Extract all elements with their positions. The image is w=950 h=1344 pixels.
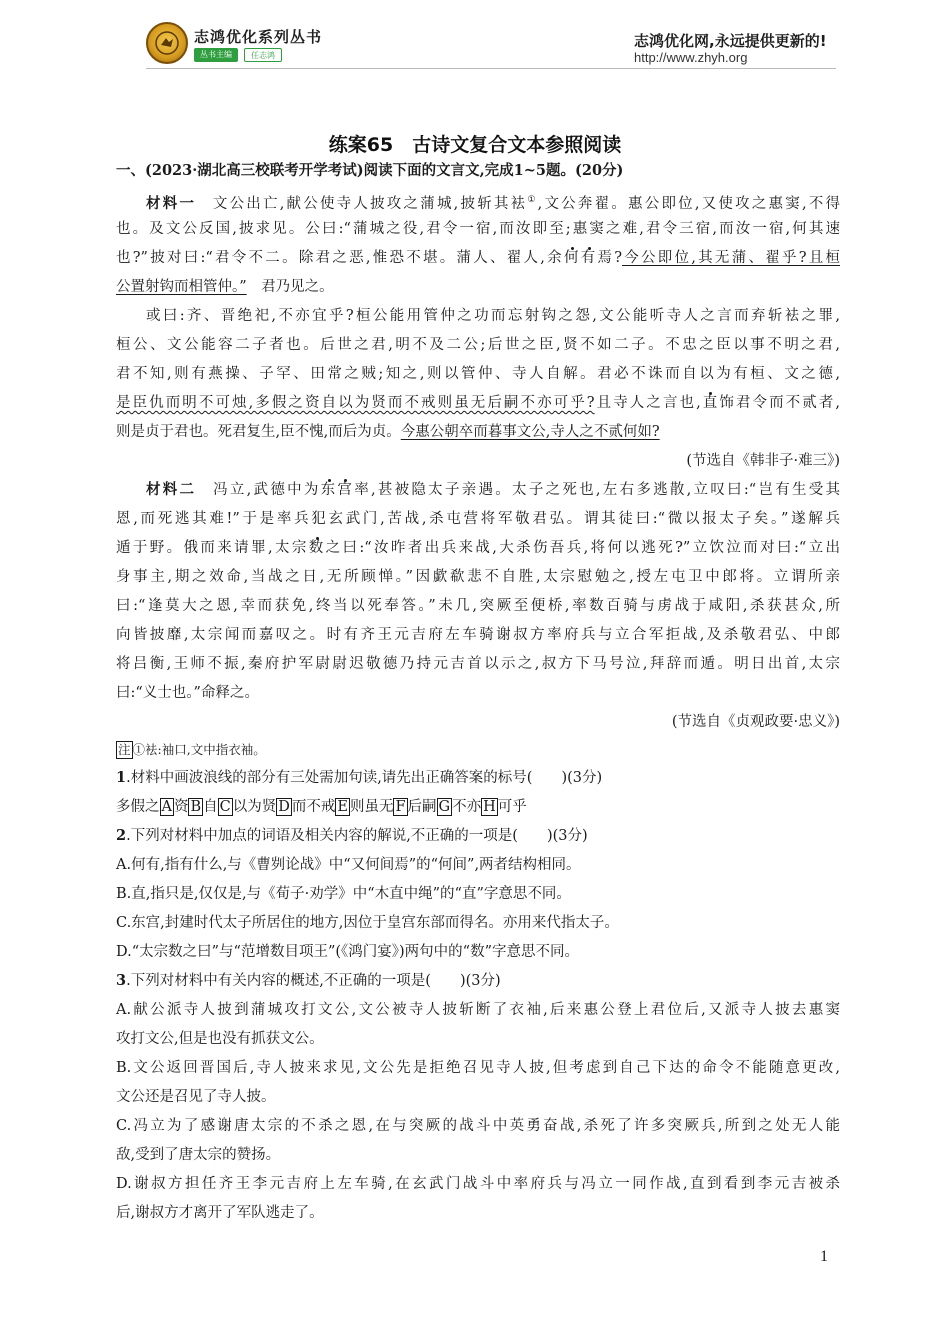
page-title: 练案65 古诗文复合文本参照阅读 [328,134,622,156]
material2-line-6: 向皆披靡,太宗闻而嘉叹之。时有齐王元吉府左车骑谢叔方率府兵与立合军拒战,及杀敬君弘、中郎 [116,627,840,643]
underlined-sentence: 公置射钩而相管仲。” [116,279,247,295]
question-2: 2.下列对材料中加点的词语及相关内容的解说,不正确的一项是( )(3分) [116,827,588,844]
material1-line-9: 则是贞于君也。死君复生,臣不愧,而后为贞。今惠公朝卒而暮事文公,寺人之不贰何如? [116,424,660,440]
section-intro: 一、(2023·湖北高三校联考开学考试)阅读下面的文言文,完成1~5题。(20分) [116,162,624,179]
dotted-word: 数 [308,540,326,556]
material2-line-8: 曰:“义士也。”命释之。 [116,685,259,701]
q3-option-b-line-1[interactable]: B.文公返回晋国后,寺人披来求见,文公先是拒绝召见寺人披,但考虑到自己下达的命令不能随意更改, [116,1060,840,1076]
material1-line-7: 君不知,则有燕操、子罕、田常之贼;知之,则以管仲、寺人自解。君必不诛而自以为有桓、文之德, [116,366,840,382]
material1-line-3: 也?”披对曰:“君令不二。除君之恶,惟恐不堪。蒲人、翟人,余何有焉?今公即位,其无蒲、翟乎?且桓 [116,250,841,266]
option-c[interactable]: C [219,799,231,815]
q2-option-c[interactable]: C.东宫,封建时代太子所居住的地方,因位于皇宫东部而得名。亦用来代指太子。 [116,915,619,931]
header-slogan: 志鸿优化网,永远提供更新的! [634,32,827,50]
material1-line-4: 公置射钩而相管仲。” 君乃见之。 [116,279,334,295]
material2-line-7: 将吕衡,王师不振,秦府护军尉尉迟敬德乃持元吉首以示之,叔方下马号泣,拜辞而遁。明日出首,太宗 [116,656,840,672]
material1-label: 材料一 [146,195,197,212]
option-e[interactable]: E [337,799,348,815]
material1-line-1: 材料一 文公出亡,献公使寺人披攻之蒲城,披斩其袪①,文公奔翟。惠公即位,又使攻之惠窦,不得 [146,195,841,212]
q3-option-c-line-2[interactable]: 敌,受到了唐太宗的赞扬。 [116,1147,281,1163]
dotted-word: 有 [580,250,598,266]
material2-source: (节选自《贞观政要·忠义》) [671,714,840,730]
material1-line-6: 桓公、文公能容二子者也。后世之君,明不及二公;后世之臣,贤不如二子。不忠之臣以事不明之君, [116,337,840,353]
editor-name-tag: 任志鸿 [244,48,282,62]
publisher-logo [146,22,188,64]
footnote: 注 ①袪:袖口,文中指衣袖。 [118,742,266,757]
dotted-word: 直 [700,395,720,411]
q2-option-d[interactable]: D.“太宗数之曰”与“范增数目项王”(《鸿门宴》)两句中的“数”字意思不同。 [116,944,580,960]
editor-tag: 丛书主编 [194,48,238,62]
material2-line-3: 遁于野。俄而来请罪,太宗数之曰:“汝昨者出兵来战,大杀伤吾兵,将何以逃死?”立饮泣而对曰:“立出 [116,540,841,556]
material2-line-5: 曰:“逢莫大之恩,幸而获免,终当以死奉答。”未几,突厥至便桥,率数百骑与虏战于咸阳,杀获甚众,所 [116,598,840,614]
question-3: 3.下列对材料中有关内容的概述,不正确的一项是( )(3分) [116,972,501,989]
q3-option-a-line-2[interactable]: 攻打文公,但是也没有抓获文公。 [116,1031,324,1047]
q3-option-d-line-2[interactable]: 后,谢叔方才离开了军队逃走了。 [116,1205,324,1221]
header-divider [146,68,836,69]
option-a[interactable]: A [161,799,172,815]
series-brand: 志鸿优化系列丛书 [194,28,323,46]
underlined-sentence: 今惠公朝卒而暮事文公,寺人之不贰何如? [400,424,660,440]
dotted-word: 宫 [337,482,355,498]
material1-line-5: 或曰:齐、晋绝祀,不亦宜乎?桓公能用管仲之功而忘射钩之怨,文公能听寺人之言而弃斩袪之罪, [146,308,840,324]
material2-label: 材料二 [146,482,197,498]
question-1: 1.材料中画波浪线的部分有三处需加句读,请先出正确答案的标号( )(3分) [116,769,603,786]
logo-emblem-icon [154,30,180,56]
q3-option-b-line-2[interactable]: 文公还是召见了寺人披。 [116,1089,276,1105]
q2-option-b[interactable]: B.直,指只是,仅仅是,与《荀子·劝学》中“木直中绳”的“直”字意思不同。 [116,886,571,902]
underlined-sentence: 今公即位,其无蒲、翟乎?且桓 [622,250,841,266]
option-b[interactable]: B [190,799,202,815]
header-url[interactable]: http://www.zhyh.org [634,50,748,65]
q2-option-a[interactable]: A.何有,指有什么,与《曹刿论战》中“又何间焉”的“何间”,两者结构相同。 [116,857,581,873]
dotted-word: 东 [320,482,338,498]
option-f[interactable]: F [395,799,406,815]
note-label: 注 [118,742,131,757]
option-h[interactable]: H [483,799,496,815]
material1-line-2: 也。及文公反国,披求见。公曰:“蒲城之役,君令一宿,而汝即至;惠窦之难,君令三宿,而汝一宿,何其速 [116,221,840,237]
q3-option-d-line-1[interactable]: D.谢叔方担任齐王李元吉府上左车骑,在玄武门战斗中率府兵与冯立一同作战,直到看到李元吉被杀 [116,1176,840,1192]
footnote-marker: ① [527,195,538,205]
wavy-underlined-sentence: 是臣仇而明不可烛,多假之资自以为贤而不戒则虽无后嗣不亦可乎? [116,395,595,411]
material2-line-4: 身事主,期之效命,当战之日,无所顾惮。”因歔欷悲不自胜,太宗慰勉之,授左屯卫中郎将。立谓所亲 [116,569,840,585]
q1-options: 多假之 A 资 B 自 C 以为贤 D 而不戒 E 则虽无 F 后嗣 G 不亦 H 可乎 [116,799,527,815]
material2-line-1: 材料二 冯立,武德中为东宫率,甚被隐太子亲遇。太子之死也,左右多逃散,立叹曰:“岂有生受其 [146,482,841,498]
material1-line-8: 是臣仇而明不可烛,多假之资自以为贤而不戒则虽无后嗣不亦可乎?且寺人之言也,直饰君令而不贰者, [116,395,841,411]
option-d[interactable]: D [278,799,290,815]
option-g[interactable]: G [438,799,451,815]
dotted-word: 何 [563,250,581,266]
page-number: 1 [820,1248,828,1265]
q3-option-a-line-1[interactable]: A.献公派寺人披到蒲城攻打文公,文公被寺人披斩断了衣袖,后来惠公登上君位后,又派寺人披去惠窦 [116,1002,840,1018]
material1-source: (节选自《韩非子·难三》) [686,453,840,469]
q3-option-c-line-1[interactable]: C.冯立为了感谢唐太宗的不杀之恩,在与突厥的战斗中英勇奋战,杀死了许多突厥兵,所到之处无人能 [116,1118,840,1134]
material2-line-2: 恩,而死逃其难!”于是率兵犯玄武门,苦战,杀屯营将军敬君弘。谓其徒曰:“微以报太子矣。”遂解兵 [116,511,840,527]
